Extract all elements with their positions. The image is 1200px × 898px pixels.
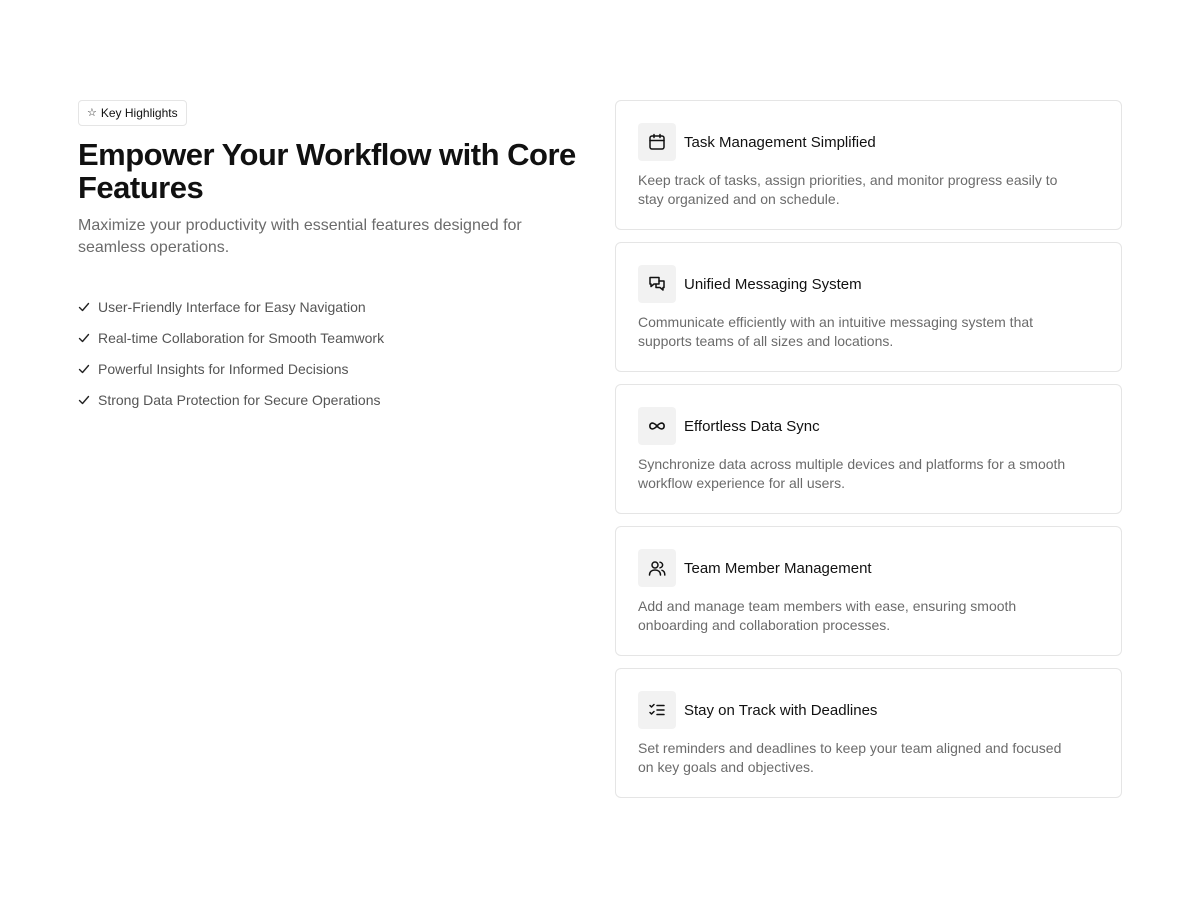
card-title: Effortless Data Sync xyxy=(684,417,820,435)
messages-icon xyxy=(638,265,676,303)
list-item xyxy=(78,384,578,415)
key-highlights-badge xyxy=(78,100,187,126)
highlight-text: Real-time Collaboration for Smooth Teamwork xyxy=(98,329,385,346)
infinity-icon xyxy=(638,407,676,445)
star-icon: ☆ xyxy=(87,106,97,119)
card-title: Team Member Management xyxy=(684,559,872,577)
highlight-text: Strong Data Protection for Secure Operations xyxy=(98,391,381,408)
highlight-text: User-Friendly Interface for Easy Navigation xyxy=(98,298,366,315)
check-icon xyxy=(78,332,90,344)
card-description: Keep track of tasks, assign priorities, and monitor progress easily to stay organized and on schedule. xyxy=(638,172,1058,207)
calendar-icon xyxy=(638,123,676,161)
card-description: Synchronize data across multiple devices and platforms for a smooth workflow experience for all users. xyxy=(638,456,1066,491)
card-description: Communicate efficiently with an intuitive messaging system that supports teams of all sizes and locations. xyxy=(638,314,1034,349)
users-icon xyxy=(638,549,676,587)
card-description: Set reminders and deadlines to keep your team aligned and focused on key goals and objectives. xyxy=(638,740,1062,775)
list-item xyxy=(78,291,578,322)
feature-card-messaging xyxy=(615,242,1122,372)
card-title: Unified Messaging System xyxy=(684,275,862,293)
highlight-text: Powerful Insights for Informed Decisions xyxy=(98,360,349,377)
feature-card-deadlines xyxy=(615,668,1122,798)
badge-label: Key Highlights xyxy=(100,106,178,120)
highlights-list xyxy=(78,291,578,415)
check-icon xyxy=(78,363,90,375)
intro-column xyxy=(78,100,578,415)
page-subtitle: Maximize your productivity with essential features designed for seamless operations. xyxy=(78,217,522,256)
list-item xyxy=(78,322,578,353)
card-title: Stay on Track with Deadlines xyxy=(684,701,878,719)
feature-cards xyxy=(615,100,1122,810)
feature-card-task-management xyxy=(615,100,1122,230)
list-checks-icon xyxy=(638,691,676,729)
card-description: Add and manage team members with ease, ensuring smooth onboarding and collaboration processes. xyxy=(638,598,1017,633)
list-item xyxy=(78,353,578,384)
check-icon xyxy=(78,301,90,313)
check-icon xyxy=(78,394,90,406)
page-title: Empower Your Workflow with Core Features xyxy=(78,137,576,205)
feature-card-team-management xyxy=(615,526,1122,656)
feature-card-data-sync xyxy=(615,384,1122,514)
card-title: Task Management Simplified xyxy=(684,133,876,151)
